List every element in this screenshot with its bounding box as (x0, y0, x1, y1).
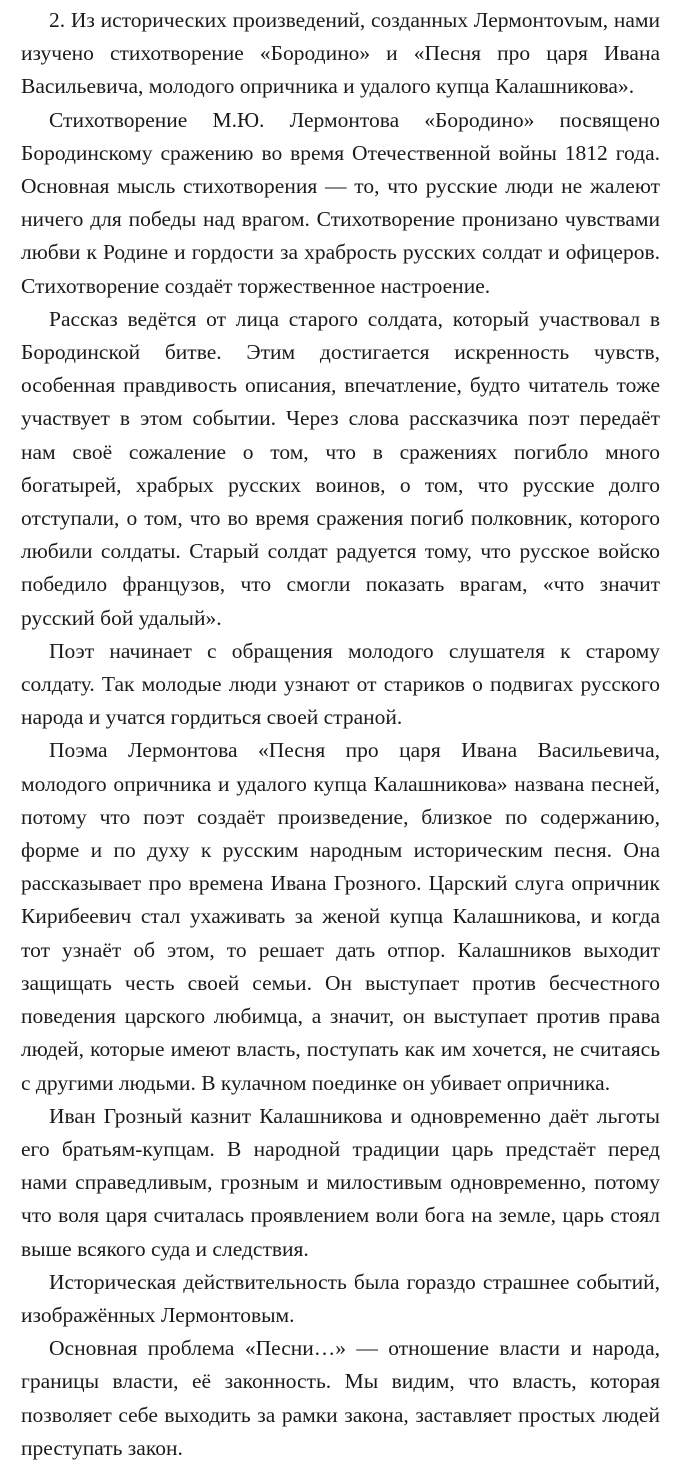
paragraph-ivan-grozny: Иван Грозный казнит Калашникова и одновременно даёт льготы его братьям-купцам. В народной традиции царь предстаёт перед нами справедливым, грозным и милостивым одновременно, потому что воля царя считалась проявлением воли бога на земле, царь стоял выше всякого суда и следствия. (21, 1103, 660, 1261)
paragraph-song-summary: Поэма Лермонтова «Песня про царя Ивана Васильевича, молодого опричника и удалого купца Калашникова» названа песней, потому что поэт создаёт произведение, близкое по содержанию, форме и по духу к русским народным историческим песня. Она рассказывает про времена Ивана Грозного. Царский слуга опричник Кирибеевич стал ухаживать за женой купца Калашникова, и когда тот узнаёт об этом, то решает дать отпор. Калашников выходит защищать честь своей семьи. Он выступает против бесчестного поведения царского любимца, а значит, он выступает против права людей, которые имеют власть, поступать как им хочется, не считаясь с другими людьми. В кулачном поединке он убивает опричника. (21, 738, 660, 1095)
paragraph-main-problem: Основная проблема «Песни…» — отношение власти и народа, границы власти, её законность. Мы видим, что власть, которая позволяет себе выходить за рамки закона, заставляет простых людей преступать закон. (21, 1336, 660, 1460)
paragraph-history: Историческая действительность была гораздо страшнее событий, изображённых Лермонтовым. (21, 1269, 660, 1327)
paragraph-borodino-summary: Стихотворение М.Ю. Лермонтова «Бородино» посвящено Бородинскому сражению во время Отечественной войны 1812 года. Основная мысль стихотворения — то, что русские люди не жалеют ничего для победы над врагом. Стихотворение пронизано чувствами любви к Родине и гордости за храбрость русских солдат и офицеров. Стихотворение создаёт торжественное настроение. (21, 107, 660, 298)
paragraph-address: Поэт начинает с обращения молодого слушателя к старому солдату. Так молодые люди узнают от стариков о подвигах русского народа и учатся гордиться своей страной. (21, 638, 660, 730)
paragraph-intro: 2. Из исторических произведений, созданных Лермонтоvым, нами изучено стихотворение «Бородино» и «Песня про царя Ивана Васильевича, молодого опричника и удалого купца Калашникова». (21, 8, 660, 99)
paragraph-narrator: Рассказ ведётся от лица старого солдата, который участвовал в Бородинской битве. Этим достигается искренность чувств, особенная правдивость описания, впечатление, будто читатель тоже участвует в этом событии. Через слова рассказчика поэт передаёт нам своё сожаление о том, что в сражениях погибло много богатырей, храбрых русских воинов, о том, что русские долго отступали, о том, что во время сражения погиб полковник, которого любили солдаты. Старый солдат радуется тому, что русское войско победило французов, что смогли показать врагам, «что значит русский бой удалый». (21, 306, 660, 630)
